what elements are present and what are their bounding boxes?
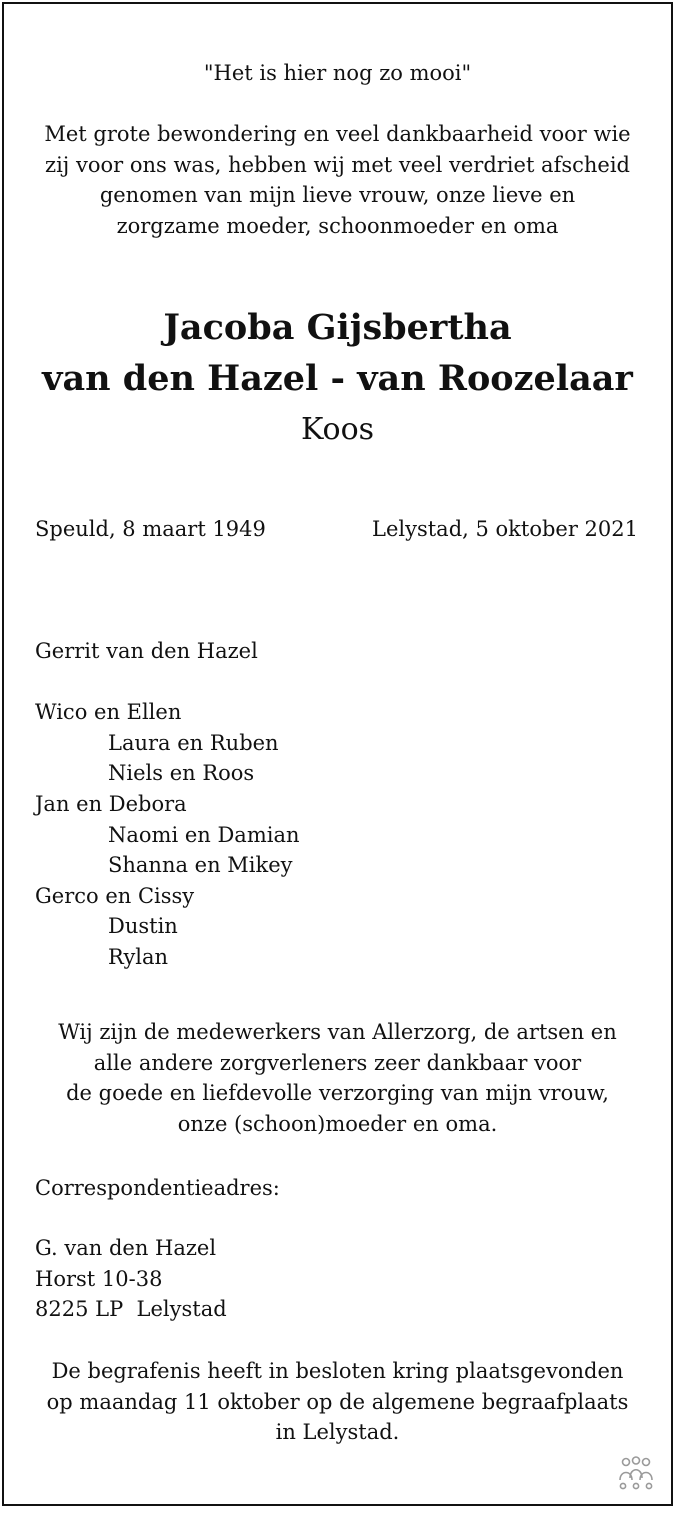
family-child: Shanna en Mikey: [108, 853, 293, 878]
funeral-line: op maandag 11 oktober op de algemene begraafplaats: [46, 1389, 629, 1414]
obituary-card: [2, 2, 673, 1506]
address-line: G. van den Hazel: [35, 1236, 217, 1260]
intro-line: zij voor ons was, hebben wij met veel verdriet afscheid: [45, 152, 630, 177]
birth-place-date: Speuld, 8 maart 1949: [35, 517, 266, 541]
family-parents: Wico en Ellen: [35, 700, 182, 725]
funeral-line: De begrafenis heeft in besloten kring plaatsgevonden: [51, 1359, 624, 1383]
family-child: Laura en Ruben: [108, 730, 279, 755]
thanks-line: Wij zijn de medewerkers van Allerzorg, de artsen en: [58, 1020, 617, 1044]
address-line: Horst 10-38: [35, 1266, 163, 1291]
family-child: Rylan: [108, 944, 169, 969]
family-child: Dustin: [108, 914, 178, 939]
deceased-first-names: Jacoba Gijsbertha: [163, 307, 512, 348]
correspondence-address: [35, 1233, 227, 1325]
family-parents: Jan en Debora: [35, 791, 187, 816]
family-parents: Gerco en Cissy: [35, 883, 195, 908]
funeral-line: in Lelystad.: [275, 1420, 400, 1444]
funeral-text: [4, 1356, 671, 1448]
thanks-line: alle andere zorgverleners zeer dankbaar voor: [93, 1050, 582, 1075]
thanks-line: de goede en liefdevolle verzorging van mijn vrouw,: [66, 1081, 609, 1105]
family-child: Naomi en Damian: [108, 822, 300, 847]
quote: "Het is hier nog zo mooi": [203, 61, 472, 85]
deceased-nickname: Koos: [300, 412, 375, 447]
intro-line: Met grote bewondering en veel dankbaarheid voor wie: [44, 122, 631, 146]
spouse-name: Gerrit van den Hazel: [35, 639, 258, 663]
intro-text: [4, 119, 671, 241]
intro-line: genomen van mijn lieve vrouw, onze lieve en: [99, 183, 576, 207]
death-place-date: Lelystad, 5 oktober 2021: [372, 517, 638, 541]
thanks-text: [4, 1017, 671, 1139]
family-child: Niels en Roos: [108, 761, 255, 786]
intro-line: zorgzame moeder, schoonmoeder en oma: [116, 213, 559, 238]
family-list: [35, 636, 300, 973]
spacer: [35, 667, 300, 698]
thanks-line: onze (schoon)moeder en oma.: [177, 1111, 498, 1136]
people-group-icon: [615, 1456, 657, 1492]
address-line: 8225 LP Lelystad: [35, 1297, 227, 1321]
correspondence-label: Correspondentieadres:: [35, 1176, 280, 1200]
deceased-surname: van den Hazel - van Roozelaar: [42, 358, 633, 399]
